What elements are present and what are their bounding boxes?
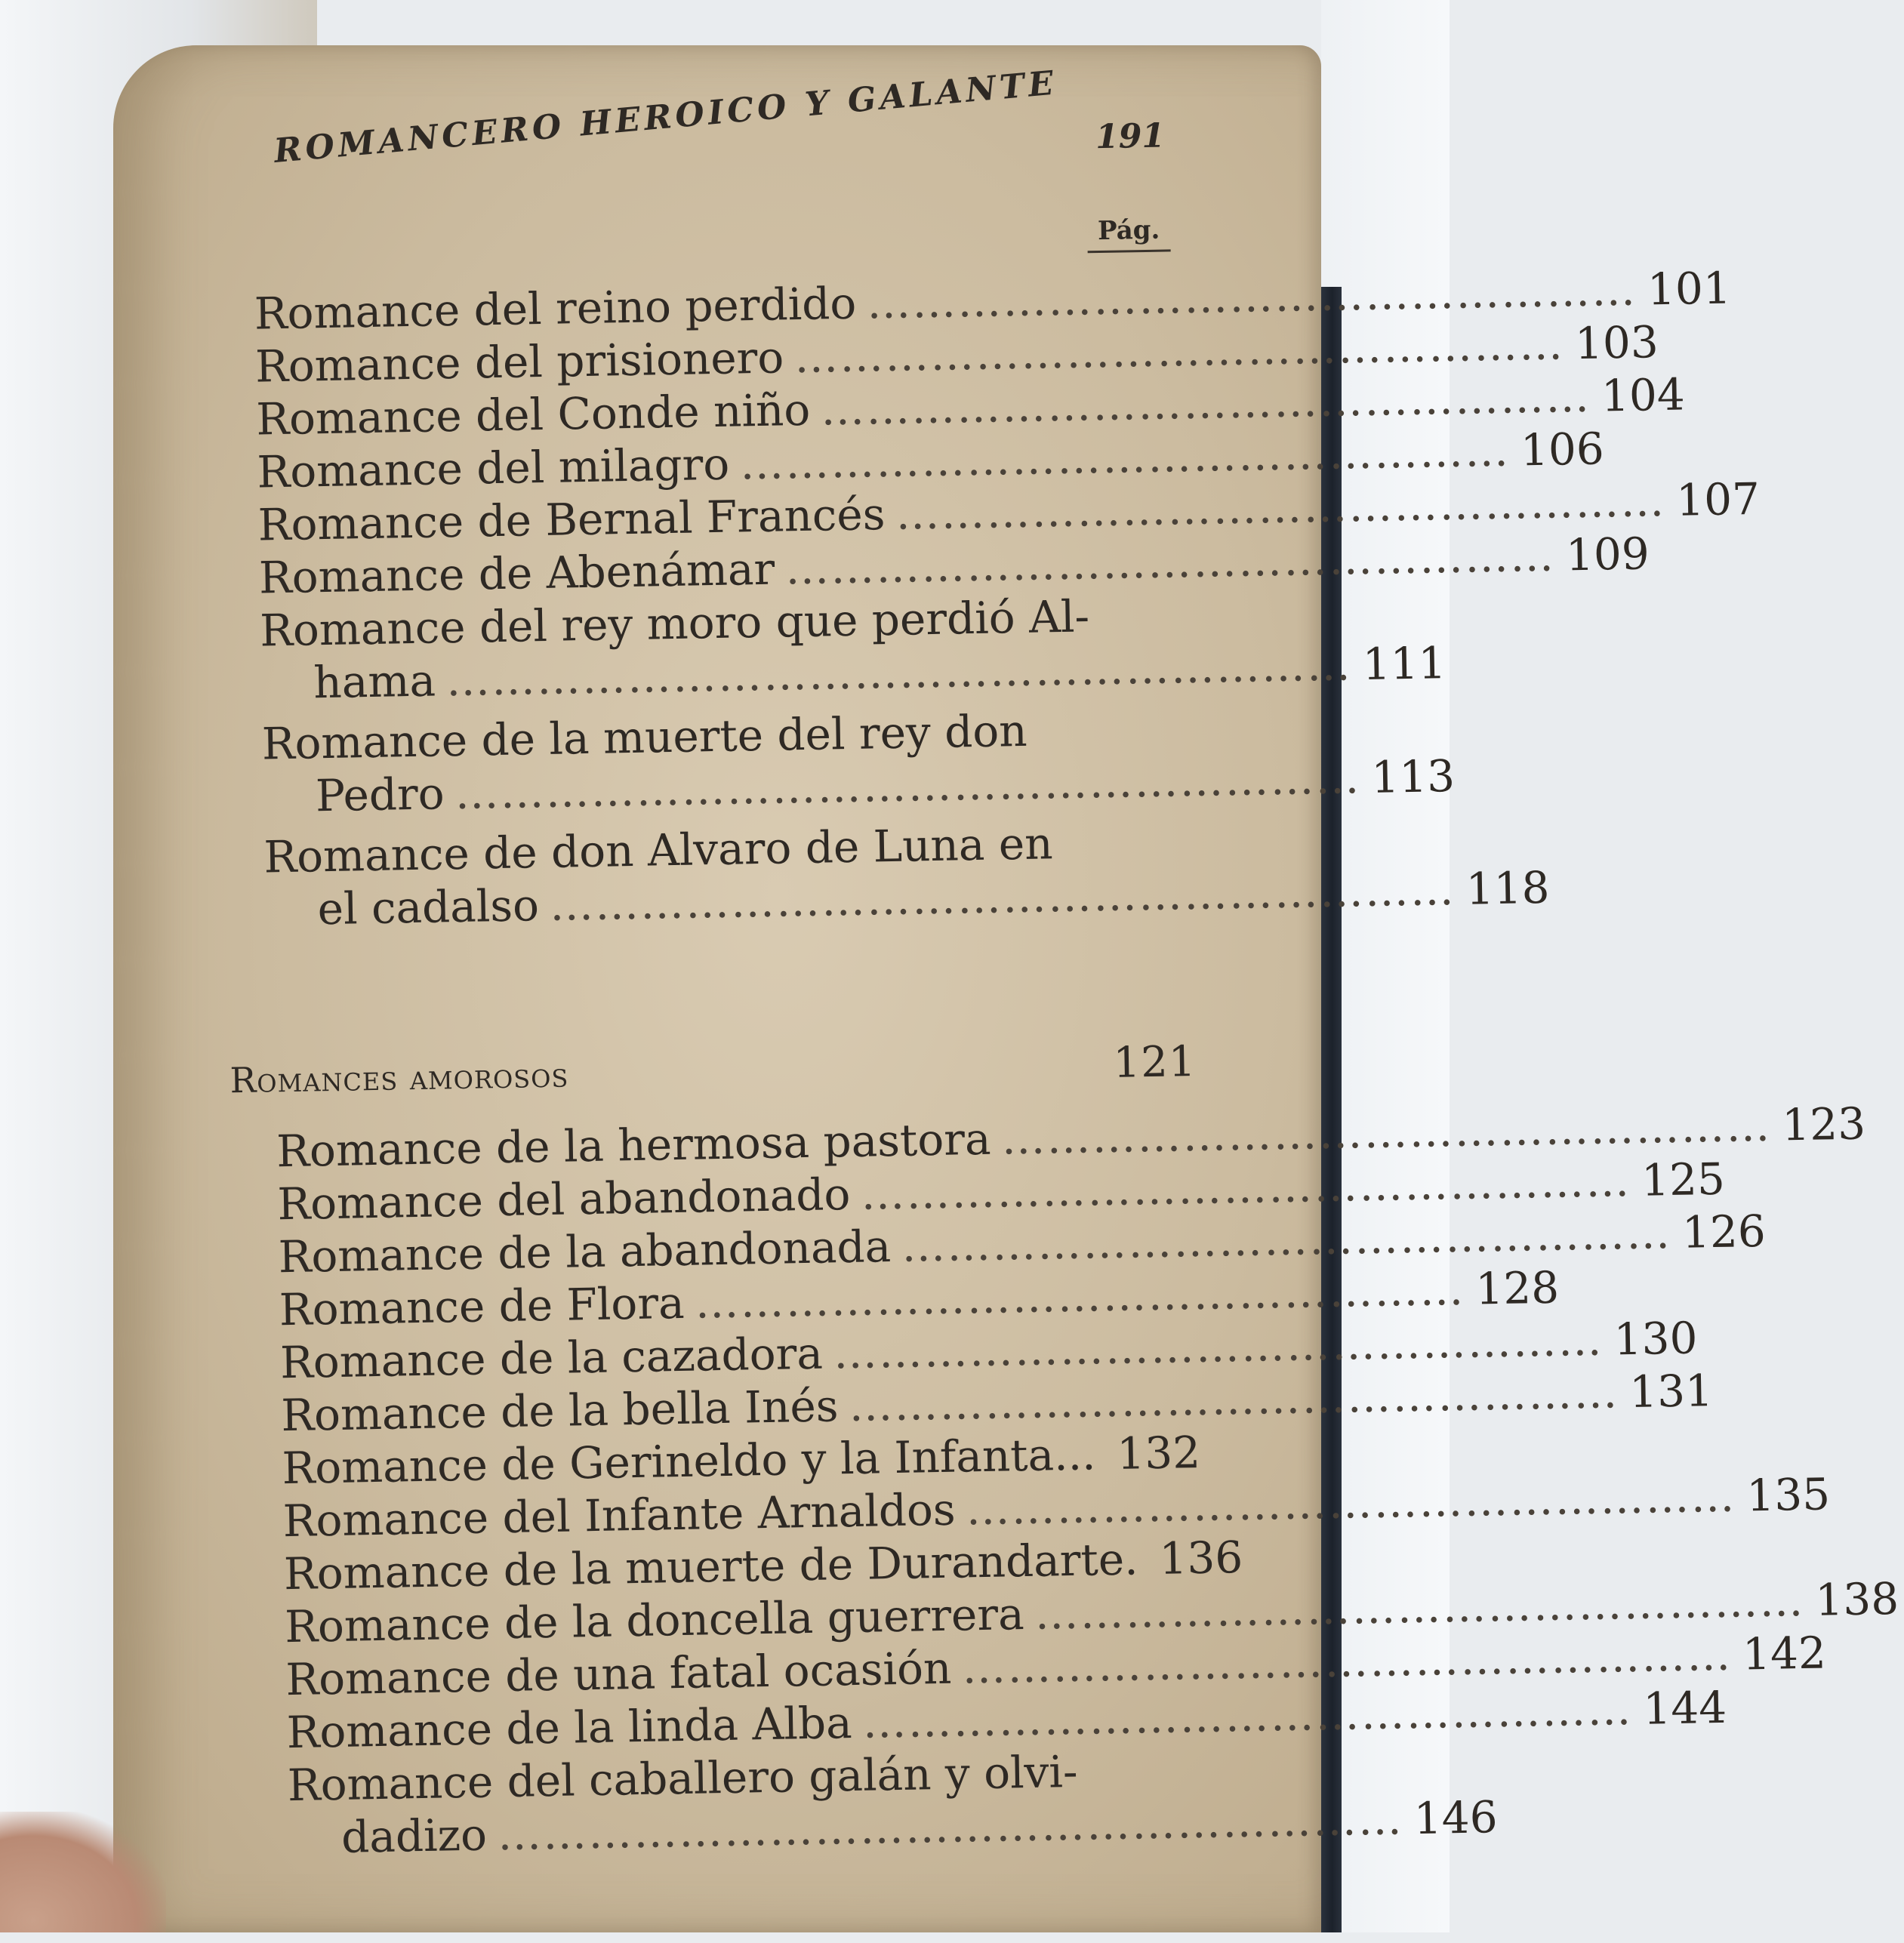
book-page — [113, 45, 1899, 1932]
toc-entry-title: Romance del Conde niño — [255, 383, 811, 445]
toc-entry-page: 113 — [1370, 750, 1456, 803]
toc-entry-title: Romance de Gerineldo y la Infanta... — [282, 1428, 1096, 1495]
toc-entry-title: Romance de la muerte de Durandarte. — [283, 1533, 1139, 1600]
toc-entry-page: 125 — [1641, 1153, 1726, 1206]
section-heading-title: Romances amorosos — [230, 1054, 569, 1101]
dot-leader: …………………………………………………… — [549, 863, 1456, 931]
dot-leader: …………………………………………… — [1034, 1575, 1806, 1640]
page-column-label: Pág. — [1087, 214, 1171, 253]
section-heading — [230, 1037, 1197, 1103]
dot-leader: …………………………………………… — [1000, 1099, 1772, 1165]
dot-leader: …………………………………………… — [861, 1683, 1634, 1748]
toc-entry-title-cont: hama — [313, 654, 436, 709]
thumb — [0, 1812, 166, 1932]
toc-entry-page: 146 — [1413, 1791, 1499, 1845]
dot-leader: …………………………………………… — [965, 1470, 1736, 1535]
dot-leader: …………………………………………… — [895, 475, 1666, 540]
toc-entry-title: Romance de la muerte del rey don — [261, 704, 1028, 770]
toc-entry-title: Romance de la abandonada — [278, 1221, 892, 1283]
toc-entry-title: Romance de la hermosa pastora — [276, 1113, 992, 1178]
toc-entry-title: Romance de don Alvaro de Luna en — [263, 818, 1054, 883]
toc-entry-page: 136 — [1158, 1531, 1243, 1584]
toc-entry-title: Romance del prisionero — [254, 331, 784, 393]
toc-entry-title: Romance del Infante Arnaldos — [282, 1483, 957, 1547]
toc-entry-title: Romance de una fatal ocasión — [285, 1642, 952, 1706]
toc-entry-page: 123 — [1781, 1098, 1866, 1151]
toc-entry-title: Romance del caballero galán y olvi- — [287, 1745, 1079, 1812]
toc-entry-page: 103 — [1574, 316, 1659, 370]
page-text — [99, 35, 1899, 1943]
page-number: 191 — [1095, 116, 1166, 156]
dot-leader: …………………………………………… — [860, 1154, 1631, 1220]
dot-leader: …………………………………………………… — [445, 639, 1353, 707]
dot-leader: …………………………………………… — [739, 424, 1511, 490]
dot-leader: …………………………………………… — [961, 1628, 1733, 1694]
toc-entry-title: Romance de la bella Inés — [280, 1380, 840, 1442]
dot-leader: …………………………………………………… — [497, 1793, 1404, 1861]
toc-entry-title: Romance del rey moro que perdió Al- — [259, 590, 1090, 657]
toc-entry-page: 144 — [1642, 1681, 1727, 1735]
toc-entry-page: 128 — [1474, 1261, 1560, 1315]
toc-entry-page: 106 — [1520, 423, 1605, 476]
toc-entry-page: 131 — [1628, 1365, 1714, 1418]
toc-entry-title: Romance de Abenámar — [258, 543, 775, 604]
toc-entry-page: 130 — [1613, 1312, 1698, 1366]
toc-entry-page: 138 — [1814, 1572, 1899, 1626]
toc-entry-page: 132 — [1116, 1426, 1201, 1480]
toc-entry-title: Romance del abandonado — [276, 1168, 851, 1230]
toc-entry-title: Romance del milagro — [256, 438, 730, 498]
dot-leader: …………………………………………………… — [454, 752, 1361, 820]
dot-leader: …………………………………………… — [820, 370, 1591, 436]
toc-entry-title-cont: el cadalso — [317, 879, 540, 935]
running-head-title: ROMANCERO HEROICO Y GALANTE — [272, 63, 1059, 171]
toc-entry-page: 126 — [1681, 1205, 1767, 1258]
toc-entry-page: 118 — [1465, 861, 1551, 915]
toc-entry-page: 142 — [1742, 1627, 1827, 1680]
toc-entry-title: Romance de la cazadora — [279, 1327, 824, 1389]
toc-entry-page: 111 — [1362, 637, 1447, 691]
section-heading-page: 121 — [1112, 1036, 1197, 1088]
dot-leader: …………………………………………… — [694, 1263, 1465, 1329]
toc-entry-title: Romance del reino perdido — [254, 277, 857, 340]
toc-entry-page: 101 — [1647, 262, 1732, 316]
toc-entry-title-cont: Pedro — [315, 768, 445, 822]
running-head — [272, 63, 1166, 186]
dot-leader: …………………………………………… — [784, 529, 1556, 595]
dot-leader: …………………………………………… — [866, 263, 1638, 329]
toc-entry-title: Romance de la linda Alba — [286, 1697, 853, 1759]
toc-entry-page: 109 — [1565, 528, 1650, 581]
dot-leader: …………………………………………… — [793, 318, 1565, 383]
toc-entry-page: 135 — [1745, 1468, 1831, 1522]
toc-entry-page: 104 — [1601, 368, 1686, 422]
dot-leader: …………………………………………… — [833, 1313, 1604, 1379]
toc-entry-page: 107 — [1675, 473, 1761, 526]
toc-entry-title-cont: dadizo — [340, 1809, 488, 1863]
toc-entry-title: Romance de Bernal Francés — [257, 488, 886, 551]
dot-leader: …………………………………………… — [901, 1207, 1672, 1272]
toc-entry-title: Romance de Flora — [279, 1276, 686, 1336]
dot-leader: …………………………………………… — [848, 1366, 1619, 1432]
toc-entry-title: Romance de la doncella guerrera — [284, 1588, 1025, 1653]
